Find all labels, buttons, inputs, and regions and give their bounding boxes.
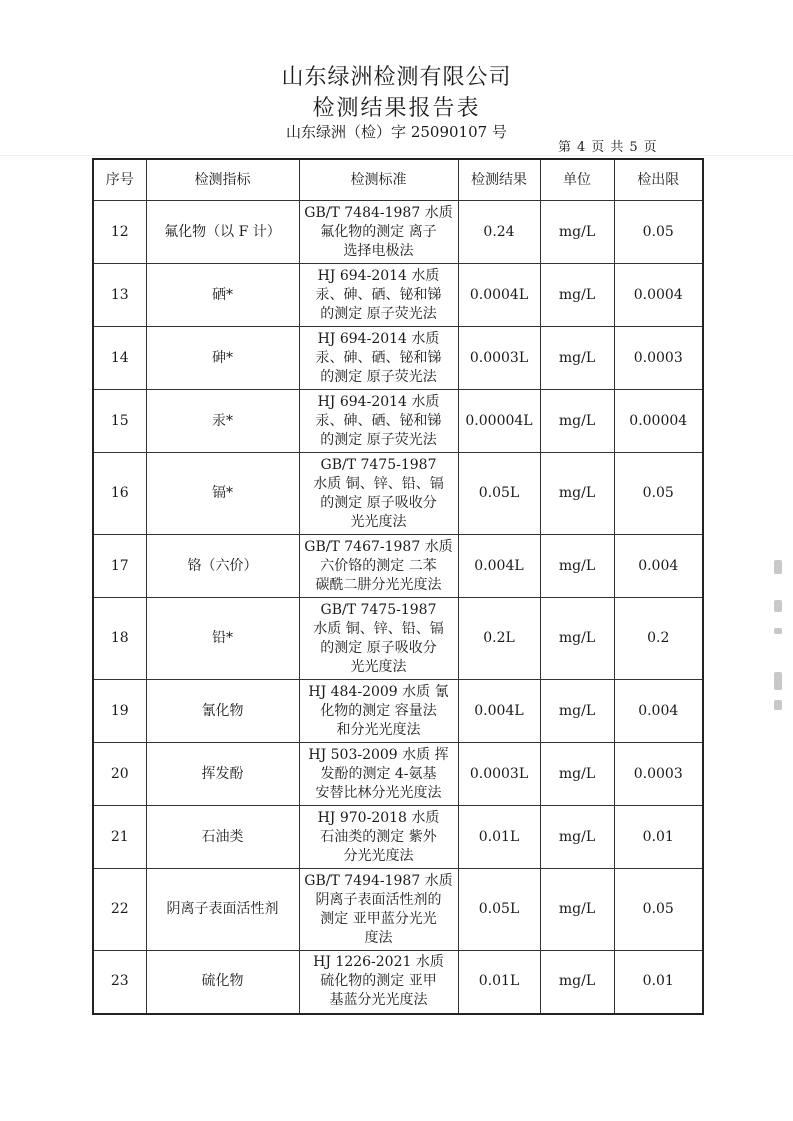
page-prefix: 第 bbox=[558, 140, 572, 155]
detection-limit-cell: 0.0003 bbox=[614, 327, 703, 390]
result-cell: 0.00004L bbox=[458, 390, 540, 453]
standard-line: 的测定 原子荧光法 bbox=[320, 305, 437, 322]
standard-line: 安替比林分光光度法 bbox=[315, 784, 442, 801]
result-cell: 0.24 bbox=[458, 201, 540, 264]
detection-limit-cell: 0.004 bbox=[614, 535, 703, 598]
standard-line: HJ 484-2009 水质 氰 bbox=[308, 683, 449, 700]
page-indicator bbox=[555, 136, 660, 155]
standard-cell bbox=[299, 535, 458, 598]
standard-line: 测定 亚甲蓝分光光 bbox=[320, 910, 437, 927]
unit-cell: mg/L bbox=[540, 201, 614, 264]
detection-limit-cell: 0.00004 bbox=[614, 390, 703, 453]
page-total: 5 bbox=[629, 140, 638, 155]
table-row bbox=[93, 951, 703, 1014]
standard-line: 汞、砷、硒、铋和锑 bbox=[315, 286, 442, 303]
table-row bbox=[93, 327, 703, 390]
page-current: 4 bbox=[577, 140, 586, 155]
standard-cell bbox=[299, 201, 458, 264]
page-word: 页 bbox=[591, 140, 605, 155]
page-total-prefix: 共 bbox=[610, 140, 624, 155]
table-row bbox=[93, 680, 703, 743]
indicator-cell: 硒* bbox=[146, 264, 299, 327]
table-row bbox=[93, 201, 703, 264]
standard-cell bbox=[299, 598, 458, 680]
standard-line: 碳酰二肼分光光度法 bbox=[315, 576, 442, 593]
unit-cell: mg/L bbox=[540, 680, 614, 743]
indicator-cell: 砷* bbox=[146, 327, 299, 390]
indicator-cell: 硫化物 bbox=[146, 951, 299, 1014]
table-body bbox=[93, 201, 703, 1014]
unit-cell: mg/L bbox=[540, 390, 614, 453]
indicator-cell: 挥发酚 bbox=[146, 743, 299, 806]
unit-cell: mg/L bbox=[540, 264, 614, 327]
standard-line: HJ 694-2014 水质 bbox=[317, 393, 440, 410]
indicator-cell: 氟化物（以 F 计） bbox=[146, 201, 299, 264]
standard-line: 化物的测定 容量法 bbox=[320, 702, 437, 719]
standard-line: GB/T 7475-1987 bbox=[320, 601, 437, 618]
unit-cell: mg/L bbox=[540, 951, 614, 1014]
standard-line: 汞、砷、硒、铋和锑 bbox=[315, 412, 442, 429]
table-row bbox=[93, 598, 703, 680]
table-header-row bbox=[93, 159, 703, 201]
standard-cell bbox=[299, 951, 458, 1014]
row-number-cell: 16 bbox=[93, 453, 146, 535]
standard-line: 六价铬的测定 二苯 bbox=[320, 557, 437, 574]
standard-cell bbox=[299, 390, 458, 453]
standard-line: HJ 1226-2021 水质 bbox=[313, 954, 444, 971]
standard-line: 硫化物的测定 亚甲 bbox=[320, 973, 437, 990]
indicator-cell: 石油类 bbox=[146, 806, 299, 869]
row-number-cell: 22 bbox=[93, 869, 146, 951]
unit-cell: mg/L bbox=[540, 869, 614, 951]
report-number: 山东绿洲（检）字 25090107 号 bbox=[286, 123, 507, 141]
standard-line: 氟化物的测定 离子 bbox=[320, 223, 437, 240]
standard-cell bbox=[299, 806, 458, 869]
standard-line: HJ 694-2014 水质 bbox=[317, 330, 440, 347]
row-number-cell: 14 bbox=[93, 327, 146, 390]
indicator-cell: 镉* bbox=[146, 453, 299, 535]
header-item: 检测指标 bbox=[146, 159, 299, 201]
detection-limit-cell: 0.004 bbox=[614, 680, 703, 743]
standard-cell bbox=[299, 680, 458, 743]
unit-cell: mg/L bbox=[540, 327, 614, 390]
standard-line: GB/T 7484-1987 水质 bbox=[304, 204, 453, 221]
row-number-cell: 12 bbox=[93, 201, 146, 264]
table-row bbox=[93, 453, 703, 535]
unit-cell: mg/L bbox=[540, 535, 614, 598]
detection-limit-cell: 0.01 bbox=[614, 806, 703, 869]
indicator-cell: 阴离子表面活性剂 bbox=[146, 869, 299, 951]
report-title: 检测结果报告表 bbox=[312, 96, 481, 121]
result-cell: 0.004L bbox=[458, 535, 540, 598]
standard-line: 的测定 原子荧光法 bbox=[320, 368, 437, 385]
detection-limit-cell: 0.01 bbox=[614, 951, 703, 1014]
result-cell: 0.01L bbox=[458, 951, 540, 1014]
standard-line: 光光度法 bbox=[350, 658, 407, 675]
row-number-cell: 18 bbox=[93, 598, 146, 680]
detection-limit-cell: 0.2 bbox=[614, 598, 703, 680]
table-row bbox=[93, 390, 703, 453]
result-cell: 0.05L bbox=[458, 453, 540, 535]
row-number-cell: 23 bbox=[93, 951, 146, 1014]
indicator-cell: 氰化物 bbox=[146, 680, 299, 743]
table-row bbox=[93, 743, 703, 806]
standard-line: 光光度法 bbox=[350, 513, 407, 530]
unit-cell: mg/L bbox=[540, 806, 614, 869]
table-row bbox=[93, 806, 703, 869]
unit-cell: mg/L bbox=[540, 598, 614, 680]
standard-line: 水质 铜、锌、铅、镉 bbox=[313, 475, 444, 492]
result-cell: 0.004L bbox=[458, 680, 540, 743]
scan-fold-line bbox=[0, 155, 793, 156]
result-cell: 0.0003L bbox=[458, 327, 540, 390]
result-cell: 0.2L bbox=[458, 598, 540, 680]
standard-line: 汞、砷、硒、铋和锑 bbox=[315, 349, 442, 366]
company-name: 山东绿洲检测有限公司 bbox=[281, 65, 512, 90]
indicator-cell: 铅* bbox=[146, 598, 299, 680]
standard-line: 阴离子表面活性剂的 bbox=[315, 891, 442, 908]
standard-line: 选择电极法 bbox=[343, 242, 414, 259]
standard-cell bbox=[299, 743, 458, 806]
result-cell: 0.0004L bbox=[458, 264, 540, 327]
standard-line: HJ 694-2014 水质 bbox=[317, 267, 440, 284]
standard-line: 和分光光度法 bbox=[336, 721, 421, 738]
detection-limit-cell: 0.0004 bbox=[614, 264, 703, 327]
standard-cell bbox=[299, 264, 458, 327]
standard-line: 水质 铜、锌、铅、镉 bbox=[313, 620, 444, 637]
row-number-cell: 17 bbox=[93, 535, 146, 598]
header-standard: 检测标准 bbox=[299, 159, 458, 201]
standard-cell bbox=[299, 327, 458, 390]
unit-cell: mg/L bbox=[540, 743, 614, 806]
standard-line: 的测定 原子吸收分 bbox=[320, 494, 437, 511]
row-number-cell: 21 bbox=[93, 806, 146, 869]
standard-line: 的测定 原子荧光法 bbox=[320, 431, 437, 448]
result-cell: 0.05L bbox=[458, 869, 540, 951]
standard-line: GB/T 7494-1987 水质 bbox=[304, 872, 453, 889]
page-suffix: 页 bbox=[643, 140, 657, 155]
table-row bbox=[93, 869, 703, 951]
standard-line: HJ 503-2009 水质 挥 bbox=[308, 746, 449, 763]
row-number-cell: 19 bbox=[93, 680, 146, 743]
detection-limit-cell: 0.05 bbox=[614, 869, 703, 951]
indicator-cell: 汞* bbox=[146, 390, 299, 453]
header-no: 序号 bbox=[93, 159, 146, 201]
detection-limit-cell: 0.0003 bbox=[614, 743, 703, 806]
header-unit: 单位 bbox=[540, 159, 614, 201]
row-number-cell: 20 bbox=[93, 743, 146, 806]
detection-limit-cell: 0.05 bbox=[614, 201, 703, 264]
detection-limit-cell: 0.05 bbox=[614, 453, 703, 535]
results-table bbox=[92, 158, 704, 1015]
result-cell: 0.0003L bbox=[458, 743, 540, 806]
standard-line: 石油类的测定 紫外 bbox=[320, 828, 437, 845]
header-limit: 检出限 bbox=[614, 159, 703, 201]
indicator-cell: 铬（六价） bbox=[146, 535, 299, 598]
standard-line: HJ 970-2018 水质 bbox=[317, 809, 440, 826]
standard-line: 度法 bbox=[364, 929, 393, 946]
header-result: 检测结果 bbox=[458, 159, 540, 201]
standard-line: 基蓝分光光度法 bbox=[329, 992, 428, 1009]
standard-cell bbox=[299, 453, 458, 535]
standard-line: 发酚的测定 4-氨基 bbox=[320, 765, 437, 782]
standard-cell bbox=[299, 869, 458, 951]
table-row bbox=[93, 535, 703, 598]
row-number-cell: 15 bbox=[93, 390, 146, 453]
standard-line: 分光光度法 bbox=[343, 847, 414, 864]
unit-cell: mg/L bbox=[540, 453, 614, 535]
table-row bbox=[93, 264, 703, 327]
result-cell: 0.01L bbox=[458, 806, 540, 869]
row-number-cell: 13 bbox=[93, 264, 146, 327]
standard-line: GB/T 7467-1987 水质 bbox=[304, 538, 453, 555]
standard-line: 的测定 原子吸收分 bbox=[320, 639, 437, 656]
scan-edge-marks bbox=[770, 560, 788, 720]
standard-line: GB/T 7475-1987 bbox=[320, 456, 437, 473]
